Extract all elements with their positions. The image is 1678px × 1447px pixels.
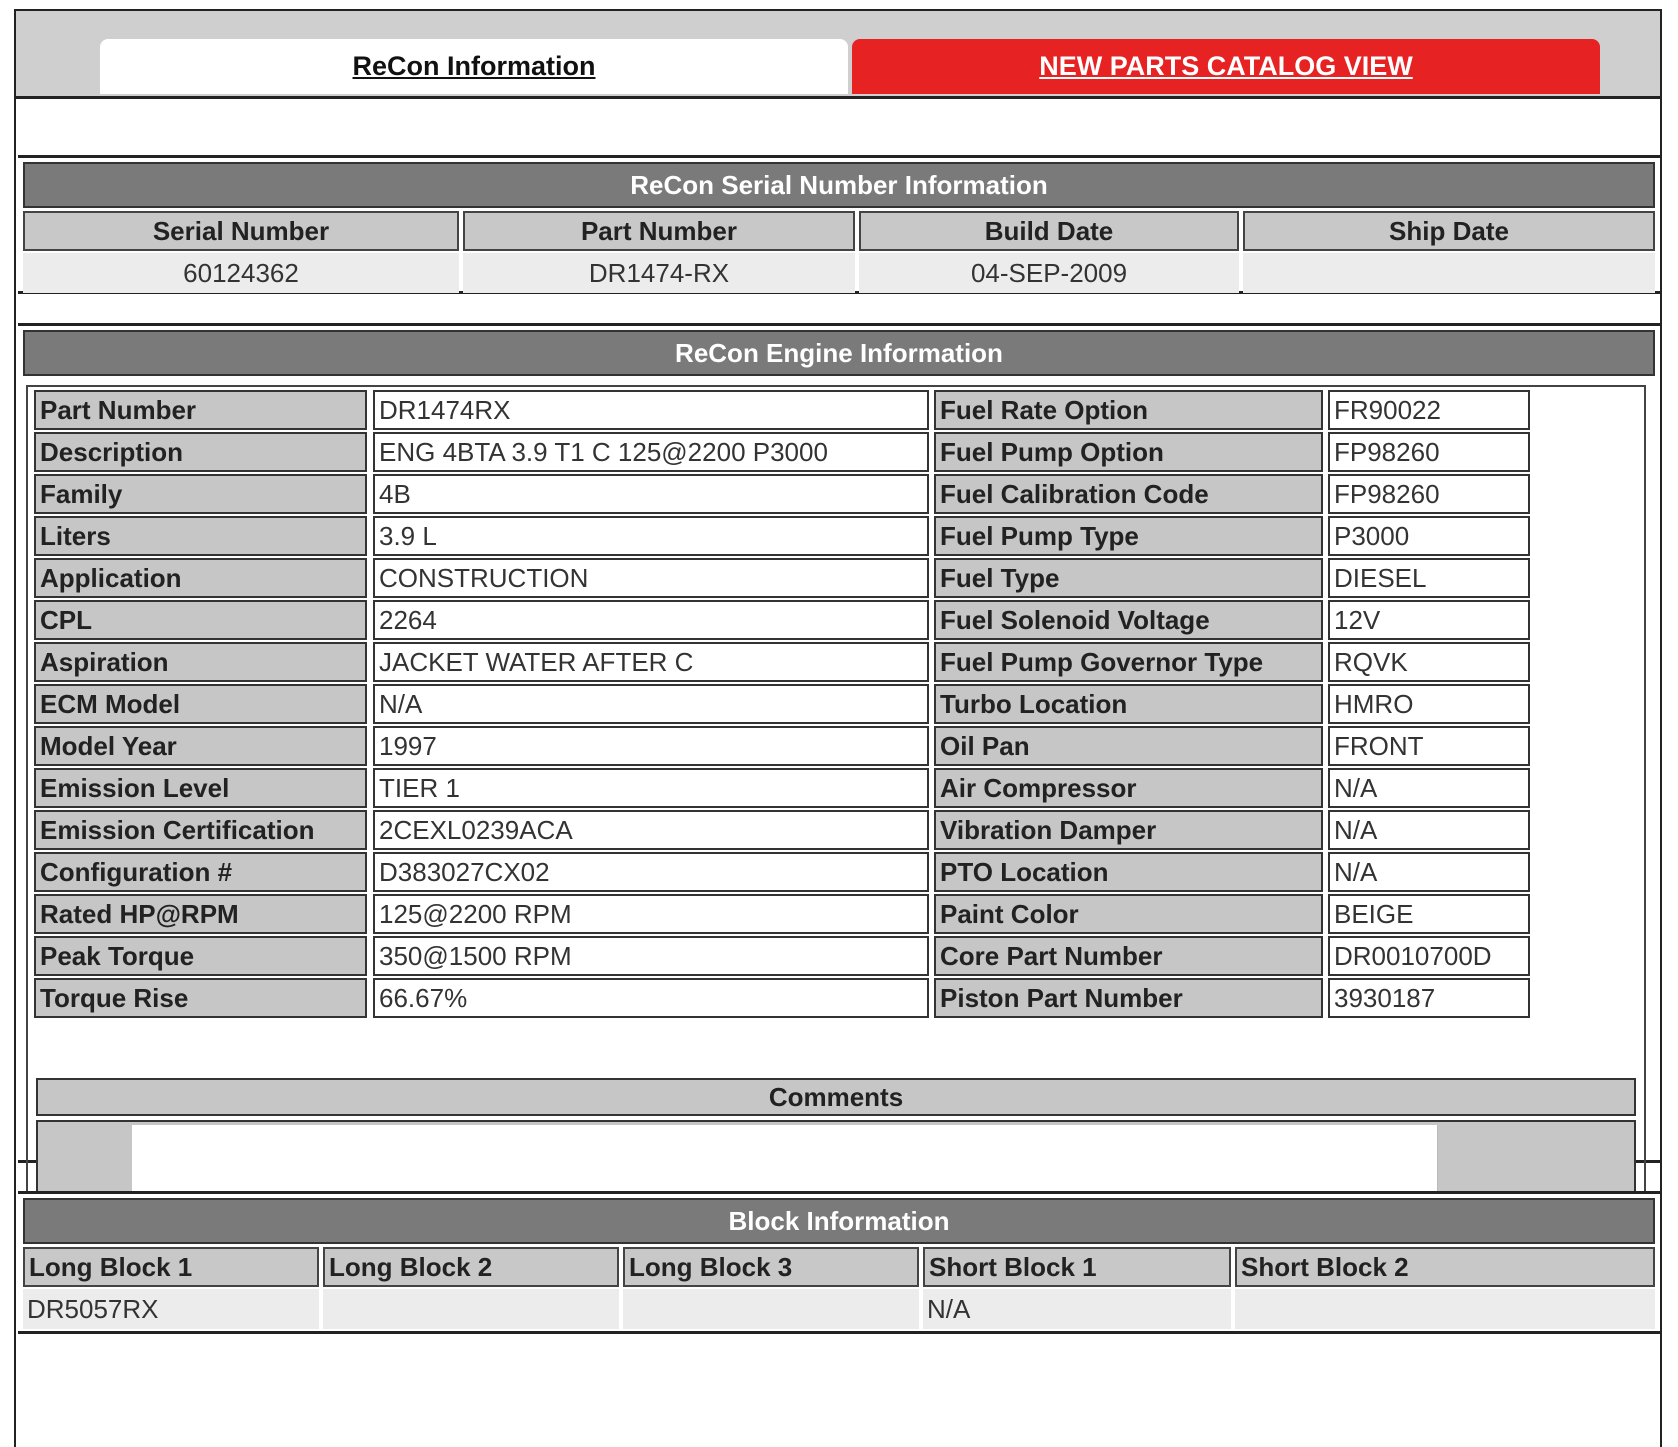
engine-value: RQVK xyxy=(1328,642,1530,682)
engine-label: Description xyxy=(34,432,367,472)
engine-label: Air Compressor xyxy=(934,768,1323,808)
engine-label: Configuration # xyxy=(34,852,367,892)
engine-value: DR0010700D xyxy=(1328,936,1530,976)
engine-label: Application xyxy=(34,558,367,598)
engine-value: 350@1500 RPM xyxy=(373,936,929,976)
comments-input[interactable] xyxy=(132,1125,1438,1197)
engine-label: Rated HP@RPM xyxy=(34,894,367,934)
engine-label: Peak Torque xyxy=(34,936,367,976)
engine-label: Part Number xyxy=(34,390,367,430)
engine-label: Emission Level xyxy=(34,768,367,808)
engine-value: FP98260 xyxy=(1328,432,1530,472)
serial-section-title: ReCon Serial Number Information xyxy=(23,162,1655,208)
tab-recon-information[interactable]: ReCon Information xyxy=(100,39,848,94)
block-header-short-block-1: Short Block 1 xyxy=(923,1247,1231,1287)
block-value-short-block-1: N/A xyxy=(923,1289,1231,1329)
serial-value-part-number: DR1474-RX xyxy=(463,253,855,293)
engine-value: N/A xyxy=(1328,852,1530,892)
engine-value: FRONT xyxy=(1328,726,1530,766)
engine-label: Fuel Pump Option xyxy=(934,432,1323,472)
engine-value: ENG 4BTA 3.9 T1 C 125@2200 P3000 xyxy=(373,432,929,472)
engine-label: Oil Pan xyxy=(934,726,1323,766)
engine-value: 3930187 xyxy=(1328,978,1530,1018)
engine-value: CONSTRUCTION xyxy=(373,558,929,598)
engine-value: TIER 1 xyxy=(373,768,929,808)
engine-info-table xyxy=(26,385,1646,1215)
engine-value: 3.9 L xyxy=(373,516,929,556)
block-value-long-block-2 xyxy=(323,1289,619,1329)
serial-number-section xyxy=(18,155,1660,294)
engine-label: Family xyxy=(34,474,367,514)
engine-value: DR1474RX xyxy=(373,390,929,430)
comments-header: Comments xyxy=(36,1078,1636,1116)
engine-label: Fuel Pump Type xyxy=(934,516,1323,556)
tab-bar xyxy=(16,11,1660,99)
serial-header-build-date: Build Date xyxy=(859,211,1239,251)
block-value-long-block-3 xyxy=(623,1289,919,1329)
block-value-short-block-2 xyxy=(1235,1289,1655,1329)
serial-header-ship-date: Ship Date xyxy=(1243,211,1655,251)
serial-header-serial-number: Serial Number xyxy=(23,211,459,251)
block-header-short-block-2: Short Block 2 xyxy=(1235,1247,1655,1287)
page xyxy=(14,9,1662,1447)
engine-value: D383027CX02 xyxy=(373,852,929,892)
serial-value-build-date: 04-SEP-2009 xyxy=(859,253,1239,293)
engine-label: Fuel Type xyxy=(934,558,1323,598)
engine-value: DIESEL xyxy=(1328,558,1530,598)
engine-value: 2264 xyxy=(373,600,929,640)
engine-label: Fuel Solenoid Voltage xyxy=(934,600,1323,640)
engine-value: 125@2200 RPM xyxy=(373,894,929,934)
engine-value: N/A xyxy=(1328,768,1530,808)
engine-information-section xyxy=(18,323,1660,1163)
engine-section-title: ReCon Engine Information xyxy=(23,330,1655,376)
serial-header-part-number: Part Number xyxy=(463,211,855,251)
block-header-long-block-3: Long Block 3 xyxy=(623,1247,919,1287)
engine-value: 4B xyxy=(373,474,929,514)
engine-label: CPL xyxy=(34,600,367,640)
engine-label: Torque Rise xyxy=(34,978,367,1018)
engine-label: PTO Location xyxy=(934,852,1323,892)
block-information-section xyxy=(18,1191,1660,1334)
block-header-long-block-1: Long Block 1 xyxy=(23,1247,319,1287)
engine-label: Paint Color xyxy=(934,894,1323,934)
block-value-long-block-1: DR5057RX xyxy=(23,1289,319,1329)
engine-value: P3000 xyxy=(1328,516,1530,556)
engine-value: JACKET WATER AFTER C xyxy=(373,642,929,682)
tab-new-parts-catalog-view[interactable]: NEW PARTS CATALOG VIEW xyxy=(852,39,1600,94)
block-section-title: Block Information xyxy=(23,1198,1655,1244)
engine-value: N/A xyxy=(373,684,929,724)
engine-label: Emission Certification xyxy=(34,810,367,850)
engine-label: Piston Part Number xyxy=(934,978,1323,1018)
engine-value: 1997 xyxy=(373,726,929,766)
engine-value: HMRO xyxy=(1328,684,1530,724)
engine-label: Fuel Rate Option xyxy=(934,390,1323,430)
engine-label: Model Year xyxy=(34,726,367,766)
engine-value: N/A xyxy=(1328,810,1530,850)
engine-label: Turbo Location xyxy=(934,684,1323,724)
engine-label: Fuel Calibration Code xyxy=(934,474,1323,514)
engine-label: Fuel Pump Governor Type xyxy=(934,642,1323,682)
engine-value: 66.67% xyxy=(373,978,929,1018)
serial-value-serial-number: 60124362 xyxy=(23,253,459,293)
engine-value: FP98260 xyxy=(1328,474,1530,514)
engine-value: FR90022 xyxy=(1328,390,1530,430)
engine-label: Vibration Damper xyxy=(934,810,1323,850)
block-header-long-block-2: Long Block 2 xyxy=(323,1247,619,1287)
engine-label: Liters xyxy=(34,516,367,556)
engine-label: ECM Model xyxy=(34,684,367,724)
engine-label: Aspiration xyxy=(34,642,367,682)
engine-label: Core Part Number xyxy=(934,936,1323,976)
engine-value: BEIGE xyxy=(1328,894,1530,934)
serial-value-ship-date xyxy=(1243,253,1655,293)
engine-value: 12V xyxy=(1328,600,1530,640)
engine-value: 2CEXL0239ACA xyxy=(373,810,929,850)
